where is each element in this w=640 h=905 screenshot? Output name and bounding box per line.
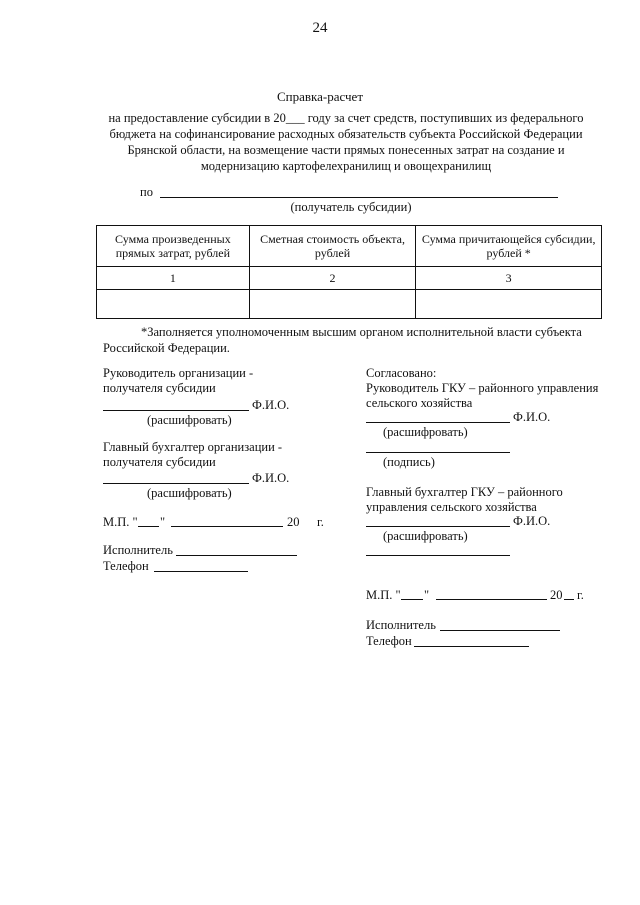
right-accountant-decipher-caption: (расшифровать) — [383, 529, 468, 543]
table-number-row — [97, 267, 602, 290]
right-executor-label: Исполнитель — [366, 618, 436, 632]
right-head-sign-line[interactable] — [366, 452, 510, 453]
calculation-table — [96, 225, 602, 319]
left-executor-field[interactable] — [176, 555, 297, 556]
left-phone-field[interactable] — [154, 571, 248, 572]
footnote-line: Российской Федерации. — [103, 341, 230, 355]
left-mp-year: 20 — [287, 515, 300, 529]
table-number-cell: 3 — [416, 267, 602, 290]
left-date-day-field[interactable] — [138, 526, 159, 527]
left-head-decipher-caption: (расшифровать) — [147, 413, 232, 427]
recipient-prefix: по — [140, 185, 153, 199]
table-header-cell: Сумма причитающейся субсидии, рублей * — [416, 226, 602, 267]
right-head-signature-line[interactable] — [366, 422, 510, 423]
right-accountant-title-1: Главный бухгалтер ГКУ – районного — [366, 485, 563, 499]
intro-line: модернизацию картофелехранилищ и овощехранилищ — [200, 159, 492, 173]
left-mp-quote: " — [160, 515, 166, 529]
left-accountant-title-2: получателя субсидии — [103, 455, 216, 469]
right-head-decipher-caption: (расшифровать) — [383, 425, 468, 439]
right-accountant-title-2: управления сельского хозяйства — [366, 500, 537, 514]
right-mp-suffix: г. — [577, 588, 584, 602]
right-date-month-field[interactable] — [436, 599, 547, 600]
document-title: Справка-расчет — [276, 89, 364, 104]
left-accountant-signature-line[interactable] — [103, 483, 249, 484]
right-head-fio-label: Ф.И.О. — [513, 410, 551, 424]
left-head-title-1: Руководитель организации - — [103, 366, 254, 380]
intro-line: Брянской области, на возмещение части прямых понесенных затрат на создание и — [127, 143, 565, 157]
footnote — [103, 324, 603, 356]
left-accountant-title-1: Главный бухгалтер организации - — [103, 440, 283, 454]
right-head-title-1: Руководитель ГКУ – районного управления — [366, 381, 599, 395]
table-input-cell[interactable] — [249, 290, 416, 319]
left-head-signature-line[interactable] — [103, 410, 249, 411]
right-mp-quote: " — [424, 588, 430, 602]
left-phone-label: Телефон — [103, 559, 149, 573]
right-executor-field[interactable] — [440, 630, 560, 631]
right-agreed-label: Согласовано: — [366, 366, 437, 380]
left-head-title-2: получателя субсидии — [103, 381, 216, 395]
table-header-cell: Сметная стоимость объекта, рублей — [249, 226, 416, 267]
left-accountant-decipher-caption: (расшифровать) — [147, 486, 232, 500]
right-date-day-field[interactable] — [401, 599, 423, 600]
left-executor-label: Исполнитель — [103, 543, 173, 557]
table-input-cell[interactable] — [97, 290, 250, 319]
right-accountant-sign-line[interactable] — [366, 555, 510, 556]
left-date-month-field[interactable] — [171, 526, 283, 527]
table-header-row — [97, 226, 602, 267]
footnote-line: *Заполняется уполномоченным высшим органом исполнительной власти субъекта — [141, 325, 582, 339]
right-head-title-2: сельского хозяйства — [366, 396, 473, 410]
right-date-year-field[interactable] — [564, 599, 574, 600]
intro-line: бюджета на софинансирование расходных обязательств субъекта Российской Федерации — [109, 127, 583, 141]
left-accountant-fio-label: Ф.И.О. — [252, 471, 290, 485]
page-number: 24 — [312, 20, 328, 36]
table-input-cell[interactable] — [416, 290, 602, 319]
right-phone-label: Телефон — [366, 634, 412, 648]
left-mp-prefix: М.П. " — [103, 515, 138, 529]
right-head-signature-caption: (подпись) — [383, 455, 435, 469]
right-mp-prefix: М.П. " — [366, 588, 401, 602]
table-number-cell: 2 — [249, 267, 416, 290]
left-mp-suffix: г. — [317, 515, 324, 529]
right-mp-year: 20 — [550, 588, 563, 602]
intro-line: на предоставление субсидии в 20___ году за счет средств, поступивших из федерального — [108, 111, 584, 125]
recipient-caption: (получатель субсидии) — [290, 200, 412, 214]
table-header-cell: Сумма произведенных прямых затрат, рублей — [97, 226, 250, 267]
left-head-fio-label: Ф.И.О. — [252, 398, 290, 412]
recipient-field-line[interactable] — [160, 197, 558, 198]
right-accountant-fio-label: Ф.И.О. — [513, 514, 551, 528]
right-phone-field[interactable] — [414, 646, 529, 647]
table-row — [97, 290, 602, 319]
intro-text — [92, 110, 600, 174]
table-number-cell: 1 — [97, 267, 250, 290]
right-accountant-signature-line[interactable] — [366, 526, 510, 527]
